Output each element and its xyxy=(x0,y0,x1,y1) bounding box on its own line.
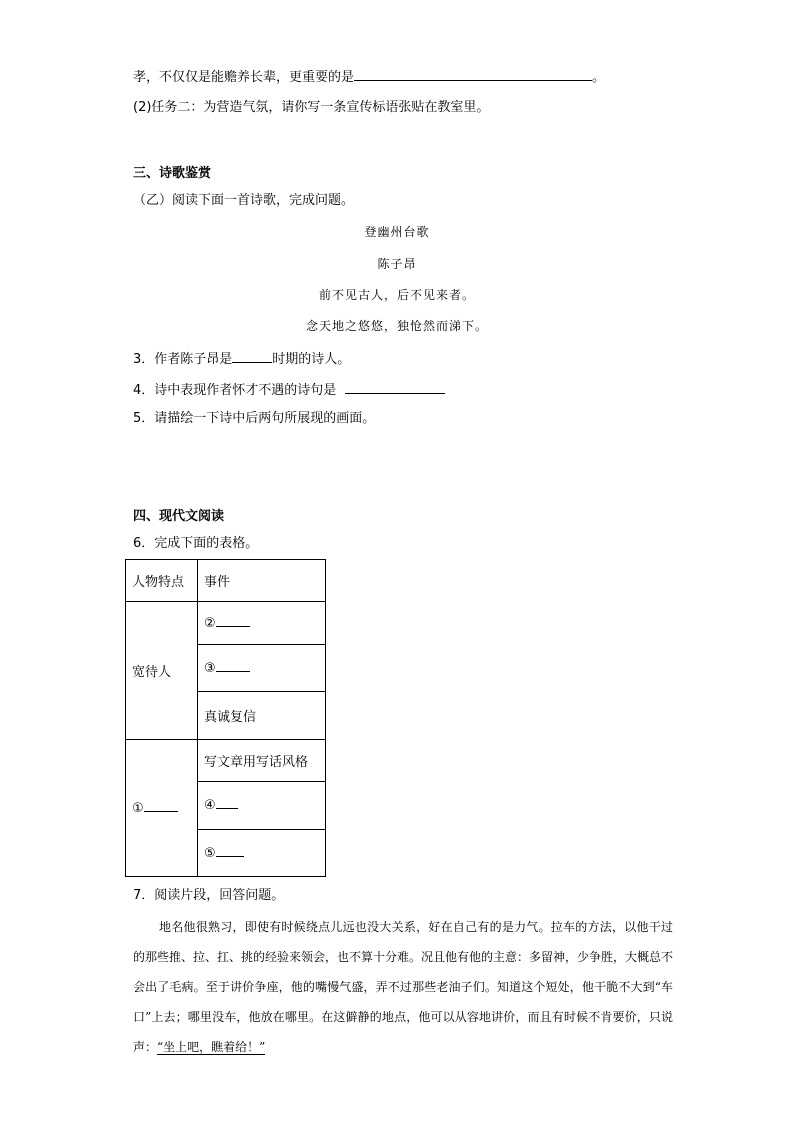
table-header-traits: 人物特点 xyxy=(126,560,198,602)
event-label: ② xyxy=(204,615,216,631)
question-7: 7．阅读片段，回答问题。 xyxy=(133,888,285,903)
table-header-events: 事件 xyxy=(198,560,326,602)
poem-intro: （乙）阅读下面一首诗歌，完成问题。 xyxy=(133,193,355,208)
poem-line-1: 前不见古人，后不见来者。 xyxy=(318,288,475,302)
event-cell: 写文章用写话风格 xyxy=(198,740,326,782)
section-heading-modern-reading: 四、现代文阅读 xyxy=(133,509,225,524)
event-label: ④ xyxy=(204,798,216,813)
answer-blank[interactable] xyxy=(216,856,244,857)
trait-cell-2[interactable] xyxy=(126,740,198,877)
answer-blank[interactable] xyxy=(144,811,178,812)
question-5: 5．请描绘一下诗中后两句所展现的画面。 xyxy=(133,411,376,426)
question-3-text-end: 时期的诗人。 xyxy=(272,352,351,367)
poem-author: 陈子昂 xyxy=(377,257,417,271)
event-cell[interactable] xyxy=(198,602,326,645)
event-cell[interactable] xyxy=(198,782,326,830)
passage-text: 地名他很熟习，即使有时候绕点儿远也没大关系，好在自己有的是力气。拉车的方法，以他干过的那些推、拉、扛、挑的经验来领会，也不算十分难。况且他有他的主意：多留神，少争胜，大概总不会出了毛病。至于讲价争座，他的嘴慢气盛，弄不过那些老油子们。知道这个短处，他干脆不大到“车口”上去；哪里没车，他放在哪里。在这僻静的地点，他可以从容地讲价，而且有时候不肯要价，只说声： xyxy=(133,920,674,1054)
question-6: 6．完成下面的表格。 xyxy=(133,536,259,551)
poem-line-2: 念天地之悠悠，独怆然而涕下。 xyxy=(305,319,488,333)
task-two-line: (2)任务二：为营造气氛，请你写一条宣传标语张贴在教室里。 xyxy=(133,100,490,115)
question-3 xyxy=(133,348,350,369)
trait-label: ① xyxy=(132,800,144,816)
answer-blank[interactable] xyxy=(345,379,445,394)
event-cell[interactable] xyxy=(198,830,326,877)
question-line-filial xyxy=(133,66,605,87)
answer-blank[interactable] xyxy=(216,671,250,672)
event-cell[interactable] xyxy=(198,645,326,692)
passage-quote: “坐上吧，瞧着给！” xyxy=(157,1040,266,1054)
answer-blank[interactable] xyxy=(232,348,272,363)
event-label: ③ xyxy=(204,660,216,676)
event-cell: 真诚复信 xyxy=(198,692,326,740)
question-3-text: 3．作者陈子昂是 xyxy=(133,352,233,367)
reading-passage xyxy=(133,912,673,1062)
question-4-text: 4．诗中表现作者怀才不遇的诗句是 xyxy=(133,383,337,398)
section-heading-poetry: 三、诗歌鉴赏 xyxy=(133,166,212,181)
punctuation: 。 xyxy=(592,70,606,85)
question-text: 孝，不仅仅是能赡养长辈，更重要的是 xyxy=(133,70,355,85)
event-label: ⑤ xyxy=(204,845,216,861)
answer-blank[interactable] xyxy=(216,808,238,809)
trait-cell-1: 宽待人 xyxy=(126,602,198,740)
answer-blank[interactable] xyxy=(216,626,250,627)
poem-title: 登幽州台歌 xyxy=(364,225,430,239)
trait-event-table xyxy=(125,559,326,877)
answer-blank[interactable] xyxy=(354,66,592,81)
question-4 xyxy=(133,379,445,400)
